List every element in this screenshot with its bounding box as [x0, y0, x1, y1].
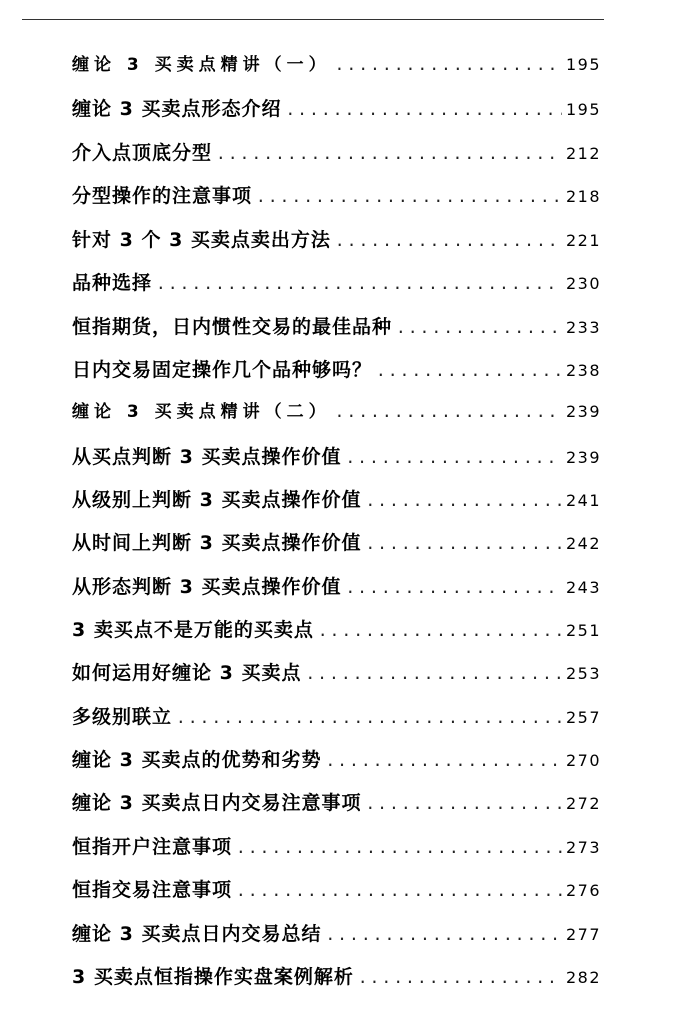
toc-page-number: 277 — [565, 925, 601, 944]
toc-entry[interactable] — [72, 397, 601, 427]
toc-dot-leader — [335, 402, 562, 421]
toc-dot-leader — [236, 881, 562, 900]
toc-entry[interactable] — [72, 658, 601, 688]
toc-entry-title: 从时间上判断 3 买卖点操作价值 — [72, 532, 362, 554]
toc-dot-leader — [396, 318, 562, 337]
toc-entry-title: 缠论 3 买卖点日内交易注意事项 — [72, 792, 362, 814]
toc-entry-title: 多级别联立 — [72, 706, 173, 728]
toc-page-number: 282 — [565, 968, 601, 987]
toc-entry[interactable] — [72, 138, 601, 168]
toc-entry-title: 分型操作的注意事项 — [72, 185, 253, 207]
toc-entry-title: 缠论 3 买卖点精讲（二） — [72, 402, 331, 422]
toc-page-number: 195 — [565, 55, 601, 74]
toc-dot-leader — [176, 708, 562, 727]
toc-entry-title: 缠论 3 买卖点精讲（一） — [72, 55, 331, 75]
toc-page-number: 253 — [565, 664, 601, 683]
toc-entry[interactable] — [72, 268, 601, 298]
toc-dot-leader — [256, 187, 562, 206]
toc-entry-title: 介入点顶底分型 — [72, 142, 213, 164]
toc-entry[interactable] — [72, 572, 601, 602]
toc-dot-leader — [365, 794, 562, 813]
toc-entry-title: 品种选择 — [72, 272, 153, 294]
toc-page-number: 272 — [565, 794, 601, 813]
toc-dot-leader — [335, 55, 562, 74]
toc-entry-title: 从形态判断 3 买卖点操作价值 — [72, 576, 342, 598]
toc-dot-leader — [305, 664, 562, 683]
toc-entry-title: 日内交易固定操作几个品种够吗？ — [72, 359, 373, 381]
toc-entry[interactable] — [72, 875, 601, 905]
toc-dot-leader — [236, 838, 562, 857]
toc-entry[interactable] — [72, 962, 601, 992]
toc-entry-title: 从级别上判断 3 买卖点操作价值 — [72, 489, 362, 511]
toc-dot-leader — [325, 751, 562, 770]
toc-dot-leader — [376, 361, 562, 380]
toc-entry-title: 缠论 3 买卖点的优势和劣势 — [72, 749, 322, 771]
toc-entry[interactable] — [72, 615, 601, 645]
toc-page-number: 239 — [565, 448, 601, 467]
toc-page-number: 212 — [565, 144, 601, 163]
toc-dot-leader — [325, 925, 562, 944]
toc-entry-title: 针对 3 个 3 买卖点卖出方法 — [72, 229, 331, 251]
toc-page-number: 241 — [565, 491, 601, 510]
toc-page-number: 238 — [565, 361, 601, 380]
toc-page-number: 230 — [565, 274, 601, 293]
toc-dot-leader — [285, 100, 562, 119]
toc-entry-title: 恒指期货，日内惯性交易的最佳品种 — [72, 316, 393, 338]
toc-entry[interactable] — [72, 312, 601, 342]
toc-dot-leader — [156, 274, 562, 293]
toc-dot-leader — [345, 578, 562, 597]
toc-dot-leader — [365, 534, 562, 553]
toc-page-number: 251 — [565, 621, 601, 640]
toc-entry-title: 缠论 3 买卖点形态介绍 — [72, 98, 282, 120]
toc-dot-leader — [358, 968, 562, 987]
toc-dot-leader — [216, 144, 562, 163]
toc-entry-title: 恒指开户注意事项 — [72, 836, 233, 858]
toc-page-number: 276 — [565, 881, 601, 900]
toc-dot-leader — [335, 231, 562, 250]
toc-dot-leader — [345, 448, 562, 467]
toc-entry-title: 3 买卖点恒指操作实盘案例解析 — [72, 966, 354, 988]
toc-dot-leader — [318, 621, 562, 640]
toc-entry[interactable] — [72, 745, 601, 775]
toc-entry[interactable] — [72, 919, 601, 949]
toc-page-number: 239 — [565, 402, 601, 421]
toc-entry[interactable] — [72, 355, 601, 385]
toc-entry-title: 缠论 3 买卖点日内交易总结 — [72, 923, 322, 945]
toc-entry[interactable] — [72, 181, 601, 211]
toc-entry-title: 从买点判断 3 买卖点操作价值 — [72, 446, 342, 468]
toc-entry[interactable] — [72, 50, 601, 80]
toc-entry[interactable] — [72, 485, 601, 515]
toc-entry[interactable] — [72, 225, 601, 255]
toc-page-number: 242 — [565, 534, 601, 553]
toc-dot-leader — [365, 491, 562, 510]
toc-entry-title: 如何运用好缠论 3 买卖点 — [72, 662, 302, 684]
toc-entry-title: 恒指交易注意事项 — [72, 879, 233, 901]
toc-entry[interactable] — [72, 702, 601, 732]
toc-page-number: 243 — [565, 578, 601, 597]
toc-entry-title: 3 卖买点不是万能的买卖点 — [72, 619, 314, 641]
toc-page-number: 257 — [565, 708, 601, 727]
toc-page-number: 233 — [565, 318, 601, 337]
toc-page-number: 218 — [565, 187, 601, 206]
toc-entry[interactable] — [72, 94, 601, 124]
toc-page-number: 270 — [565, 751, 601, 770]
toc-entry[interactable] — [72, 442, 601, 472]
toc-entry[interactable] — [72, 832, 601, 862]
toc-page-number: 221 — [565, 231, 601, 250]
toc-entry[interactable] — [72, 528, 601, 558]
toc-page-number: 273 — [565, 838, 601, 857]
toc-entry[interactable] — [72, 788, 601, 818]
toc-page-number: 195 — [565, 100, 601, 119]
